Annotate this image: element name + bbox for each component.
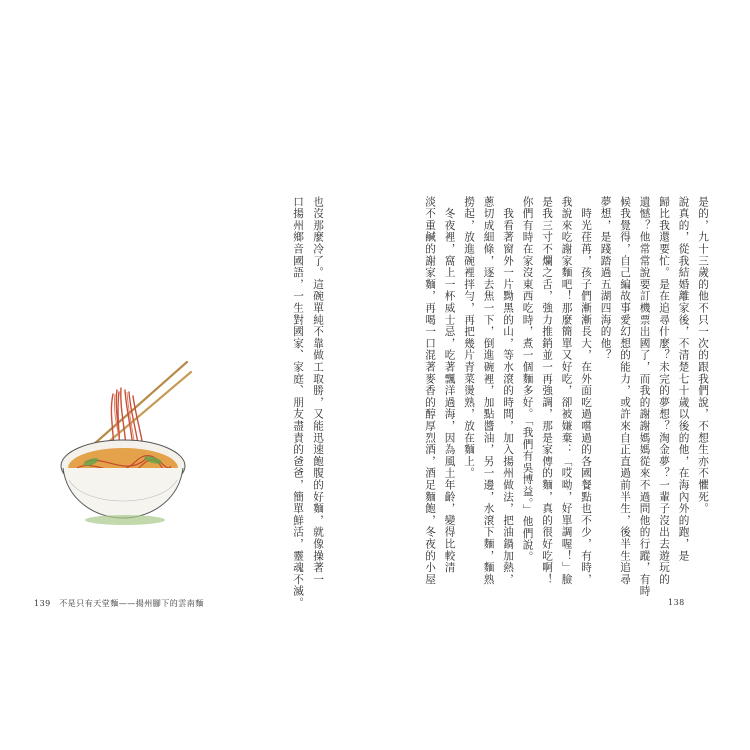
right-text-column: 蔥切成細條，逐去焦一下，倒進碗裡，加點醬油，另一邊，水滾下麵，麵熟 [482,196,495,586]
right-text-column: 我說來吃謝家麵吧！那麼簡單又好吃，卻被嫌棄：「哎呦，好單調喔！」臉 [560,196,573,586]
right-text-column: 候我覺得，自己編故事愛幻想的能力，或許來自正直過前半生，後半生追尋 [619,196,631,586]
right-page-number: 138 [668,598,685,607]
right-text-column: 遺憾？他常常說要訂機票出國了，而我的謝謝媽媽從來不過問他的行蹤，有時 [638,196,651,598]
noodle-bowl-illustration [55,350,195,530]
right-text-column: 是我三寸不爛之舌，強力推銷並一再強調，那是家傳的麵，真的很好吃啊！ [541,196,553,586]
right-text-column: 時光荏苒，孩子們漸漸長大，在外面吃過嚐過的各國餐點也不少，有時， [580,196,592,586]
right-text-column: 是的，九十三歲的他不只一次的跟我們說，不想生亦不懼死。 [697,196,709,515]
right-text-column: 淡不重鹹的謝家麵，再喝一口混著麥香的醇厚烈酒，酒足麵飽，冬夜的小屋 [424,196,436,586]
left-page-footer: 139 不是只有天堂麵——揚州腳下的雲南麵 [34,599,204,608]
right-page-text [420,196,709,598]
right-text-column: 歸比我還要忙。是在追尋什麼？未完的夢想？淘金夢？一輩子沒出去遊玩的 [658,196,670,586]
right-text-column: 我看著窗外一片黝黑的山，等水滾的時間，加入揚州做法，把油鍋加熱， [502,196,514,586]
right-text-column: 冬夜裡，窩上一杯威士忌，吃著飄洋過海，因為風土年齡，變得比較清 [443,196,456,574]
right-text-column: 夢想，是踐踏過五湖四海的他？ [599,196,612,362]
left-page-text [283,196,324,609]
left-text-column: 也沒那麼冷了。這碗單純不靠做工取勝，又能迅速飽腹的好麵，就像操著一 [312,196,324,586]
left-text-column: 口揚州鄉音國語，一生對國家、家庭、朋友盡責的爸爸，簡單鮮活，靈魂不滅。 [292,196,304,609]
right-text-column: 你們有時在家沒東西吃時，煮一個麵多好。「我們有吳博益。」他們說。 [521,196,534,563]
right-text-column: 說真的，從我結婚離家後，不清楚七十歲以後的他，在海內外的跑，是 [677,196,690,562]
right-text-column: 撈起，放進碗裡拌勻，再把幾片青菜燙熟，放在麵上。 [463,196,475,480]
